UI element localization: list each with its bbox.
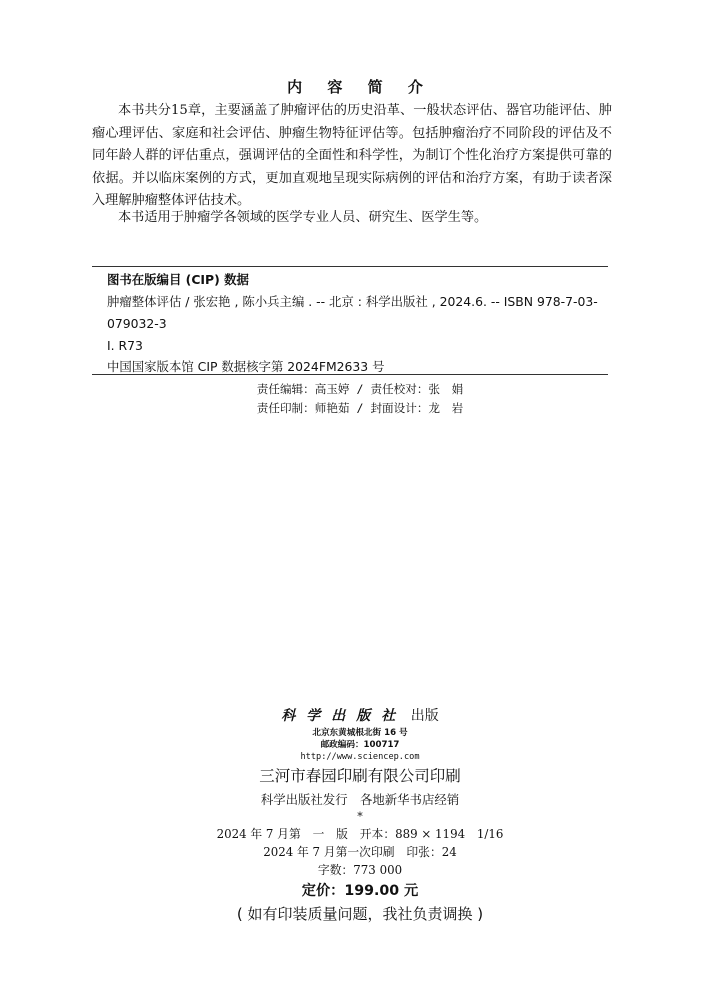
cip-heading: 图书在版编目 (CIP) 数据 [107,272,249,287]
publisher-url: http://www.sciencep.com [300,752,420,762]
intro-paragraph: 本书适用于肿瘤学各领域的医学专业人员、研究生、医学生等。 [118,210,488,225]
publisher-line [0,705,720,725]
cip-bottom-divider [92,374,608,375]
word-count: 字数：773 000 [317,863,403,877]
price: 定价：199.00 元 [301,883,419,899]
printing-line: 2024 年 7 月第一次印刷 印张：24 [263,845,457,859]
distribution: 科学出版社发行 各地新华书店经销 [260,792,460,807]
cip-library-number: 中国国家版本馆 CIP 数据核字第 2024FM2633 号 [107,359,385,374]
publisher-name: 科学出版社 [281,708,407,724]
publisher-address: 北京东黄城根北街 16 号 [312,728,408,738]
separator-star: * [357,810,363,823]
publisher-postcode: 邮政编码：100717 [320,740,400,750]
intro-title: 内 容 简 介 [287,78,433,96]
intro-paragraph: 本书共分15章，主要涵盖了肿瘤评估的历史沿革、一般状态评估、器官功能评估、肿瘤心理评估、家庭和社会评估、肿瘤生物特征评估等。包括肿瘤治疗不同阶段的评估及不同年龄人群的评估重点，强调评估的全面性和科学性，为制订个性化治疗方案提供可靠的依据。并以临床案例的方式，更加直观地呈现实际病例的评估和治疗方案，有助于读者深入理解肿瘤整体评估技术。 [92,103,612,208]
replacement-note: ( 如有印装质量问题，我社负责调换 ) [236,905,484,923]
cip-classification: Ⅰ. R73 [107,338,143,353]
printer: 三河市春园印刷有限公司印刷 [259,767,461,785]
staff-editors: 责任编辑：高玉婷 / 责任校对：张 娟 [256,382,464,396]
staff-production: 责任印制：师艳茹 / 封面设计：龙 岩 [256,401,464,415]
publisher-suffix: 出版 [410,708,439,724]
cip-top-divider [92,266,608,267]
cip-record: 肿瘤整体评估 / 张宏艳 , 陈小兵主编 . -- 北京 : 科学出版社 , 2024.6. -- ISBN 978-7-03-079032-3 [107,294,598,331]
edition-line: 2024 年 7 月第 一 版 开本：889 × 1194 1/16 [216,827,504,841]
